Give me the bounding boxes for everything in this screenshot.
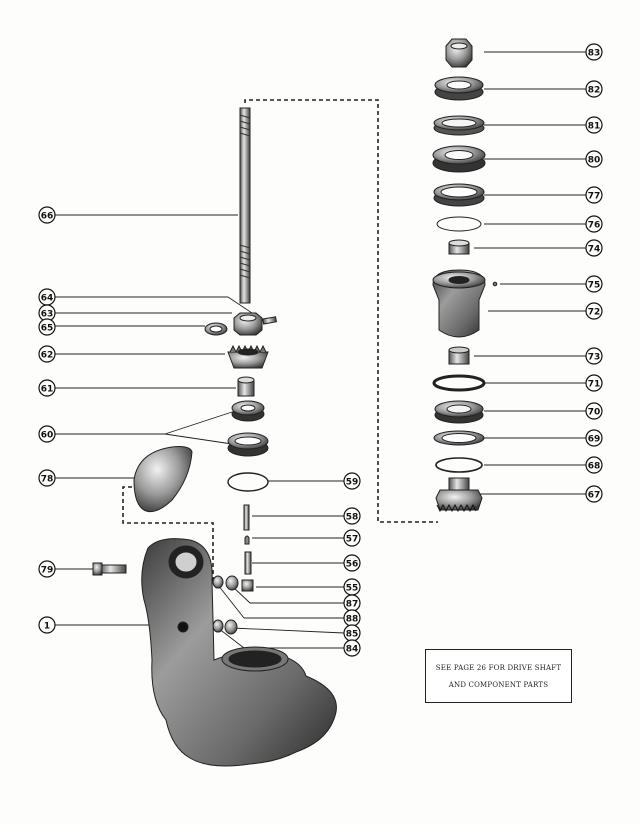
right-column-parts bbox=[433, 39, 497, 511]
svg-text:75: 75 bbox=[587, 280, 601, 291]
callout-1 bbox=[39, 617, 55, 633]
svg-text:1: 1 bbox=[43, 621, 51, 632]
callout-76 bbox=[586, 216, 602, 232]
svg-text:87: 87 bbox=[345, 599, 359, 610]
callout-56 bbox=[344, 555, 360, 571]
callout-88 bbox=[344, 610, 360, 626]
bearing-cup-81 bbox=[434, 116, 484, 135]
bearing-retainer-82 bbox=[435, 77, 483, 100]
callout-66 bbox=[39, 207, 55, 223]
callout-58 bbox=[344, 508, 360, 524]
callout-69 bbox=[586, 430, 602, 446]
callout-74 bbox=[586, 240, 602, 256]
svg-text:82: 82 bbox=[587, 85, 601, 96]
callout-71 bbox=[586, 375, 602, 391]
pin-75 bbox=[493, 282, 497, 286]
o-ring-71 bbox=[434, 376, 484, 390]
svg-text:60: 60 bbox=[40, 430, 54, 441]
svg-text:77: 77 bbox=[587, 191, 601, 202]
svg-text:56: 56 bbox=[345, 559, 359, 570]
screw-56 bbox=[245, 552, 251, 574]
key-64 bbox=[263, 317, 277, 324]
callout-60 bbox=[39, 426, 55, 442]
cover-78 bbox=[134, 447, 192, 512]
svg-text:73: 73 bbox=[587, 352, 601, 363]
bearing-cup-77 bbox=[434, 184, 484, 206]
o-ring-68 bbox=[436, 458, 482, 472]
callout-72 bbox=[586, 303, 602, 319]
svg-text:67: 67 bbox=[587, 490, 601, 501]
callout-87 bbox=[344, 595, 360, 611]
callout-61 bbox=[39, 380, 55, 396]
callout-79 bbox=[39, 561, 55, 577]
callout-57 bbox=[344, 530, 360, 546]
svg-text:85: 85 bbox=[345, 629, 359, 640]
svg-text:74: 74 bbox=[587, 244, 601, 255]
svg-text:72: 72 bbox=[587, 307, 601, 318]
reference-note-line-1: SEE PAGE 26 FOR DRIVE SHAFT bbox=[435, 664, 562, 672]
callout-67 bbox=[586, 486, 602, 502]
callout-83 bbox=[586, 44, 602, 60]
svg-text:78: 78 bbox=[40, 474, 54, 485]
callout-81 bbox=[586, 117, 602, 133]
callout-80 bbox=[586, 151, 602, 167]
svg-text:71: 71 bbox=[587, 379, 601, 390]
callout-70 bbox=[586, 403, 602, 419]
nut-63 bbox=[234, 313, 262, 335]
callout-84 bbox=[344, 640, 360, 656]
svg-text:84: 84 bbox=[345, 644, 359, 655]
bushing-73 bbox=[449, 347, 469, 364]
bushing-61 bbox=[238, 377, 254, 396]
svg-text:70: 70 bbox=[587, 407, 601, 418]
gear-67 bbox=[436, 478, 482, 511]
callout-78 bbox=[39, 470, 55, 486]
svg-text:79: 79 bbox=[40, 565, 54, 576]
callout-77 bbox=[586, 187, 602, 203]
drive-shaft-66 bbox=[240, 108, 250, 303]
callout-68 bbox=[586, 457, 602, 473]
bearing-70 bbox=[435, 401, 483, 423]
callout-55 bbox=[344, 579, 360, 595]
nut-55 bbox=[242, 580, 253, 591]
screw-79 bbox=[93, 563, 126, 575]
pin-57 bbox=[245, 536, 249, 544]
washer-65 bbox=[205, 323, 227, 335]
washer-69 bbox=[434, 431, 484, 445]
callout-75 bbox=[586, 276, 602, 292]
callout-markers bbox=[39, 44, 602, 656]
gear-housing-1 bbox=[142, 539, 337, 766]
callout-65 bbox=[39, 319, 55, 335]
pinion-gear-62 bbox=[228, 346, 268, 368]
svg-text:66: 66 bbox=[40, 211, 54, 222]
callout-73 bbox=[586, 348, 602, 364]
reference-note-line-2: AND COMPONENT PARTS bbox=[448, 681, 549, 689]
svg-text:57: 57 bbox=[345, 534, 359, 545]
svg-text:68: 68 bbox=[587, 461, 601, 472]
o-ring-59 bbox=[228, 473, 268, 491]
stud-58 bbox=[244, 505, 249, 530]
bearing-housing-72 bbox=[433, 270, 485, 337]
washers-87-88 bbox=[213, 576, 238, 590]
bearing-80 bbox=[433, 146, 485, 172]
svg-text:62: 62 bbox=[40, 350, 54, 361]
bearing-60-lower bbox=[228, 433, 268, 456]
callout-85 bbox=[344, 625, 360, 641]
svg-text:64: 64 bbox=[40, 293, 54, 304]
svg-text:80: 80 bbox=[587, 155, 601, 166]
svg-text:88: 88 bbox=[345, 614, 359, 625]
callout-82 bbox=[586, 81, 602, 97]
svg-text:69: 69 bbox=[587, 434, 601, 445]
leader-lines bbox=[55, 52, 586, 648]
svg-text:76: 76 bbox=[587, 220, 601, 231]
center-column-parts bbox=[93, 108, 336, 766]
callout-64 bbox=[39, 289, 55, 305]
svg-text:81: 81 bbox=[587, 121, 601, 132]
bearing-60-upper bbox=[232, 401, 264, 421]
callout-59 bbox=[344, 473, 360, 489]
svg-text:55: 55 bbox=[345, 583, 359, 594]
svg-text:59: 59 bbox=[345, 477, 359, 488]
svg-text:83: 83 bbox=[587, 48, 601, 59]
o-ring-76 bbox=[437, 217, 481, 231]
svg-text:65: 65 bbox=[40, 323, 54, 334]
reference-note bbox=[425, 649, 572, 703]
nut-83 bbox=[446, 39, 472, 67]
svg-text:61: 61 bbox=[40, 384, 54, 395]
svg-text:58: 58 bbox=[345, 512, 359, 523]
callout-62 bbox=[39, 346, 55, 362]
bushing-74 bbox=[449, 240, 469, 254]
washers-84-85 bbox=[213, 620, 237, 634]
svg-text:63: 63 bbox=[40, 309, 54, 320]
assembly-dashed-lines bbox=[123, 100, 438, 583]
